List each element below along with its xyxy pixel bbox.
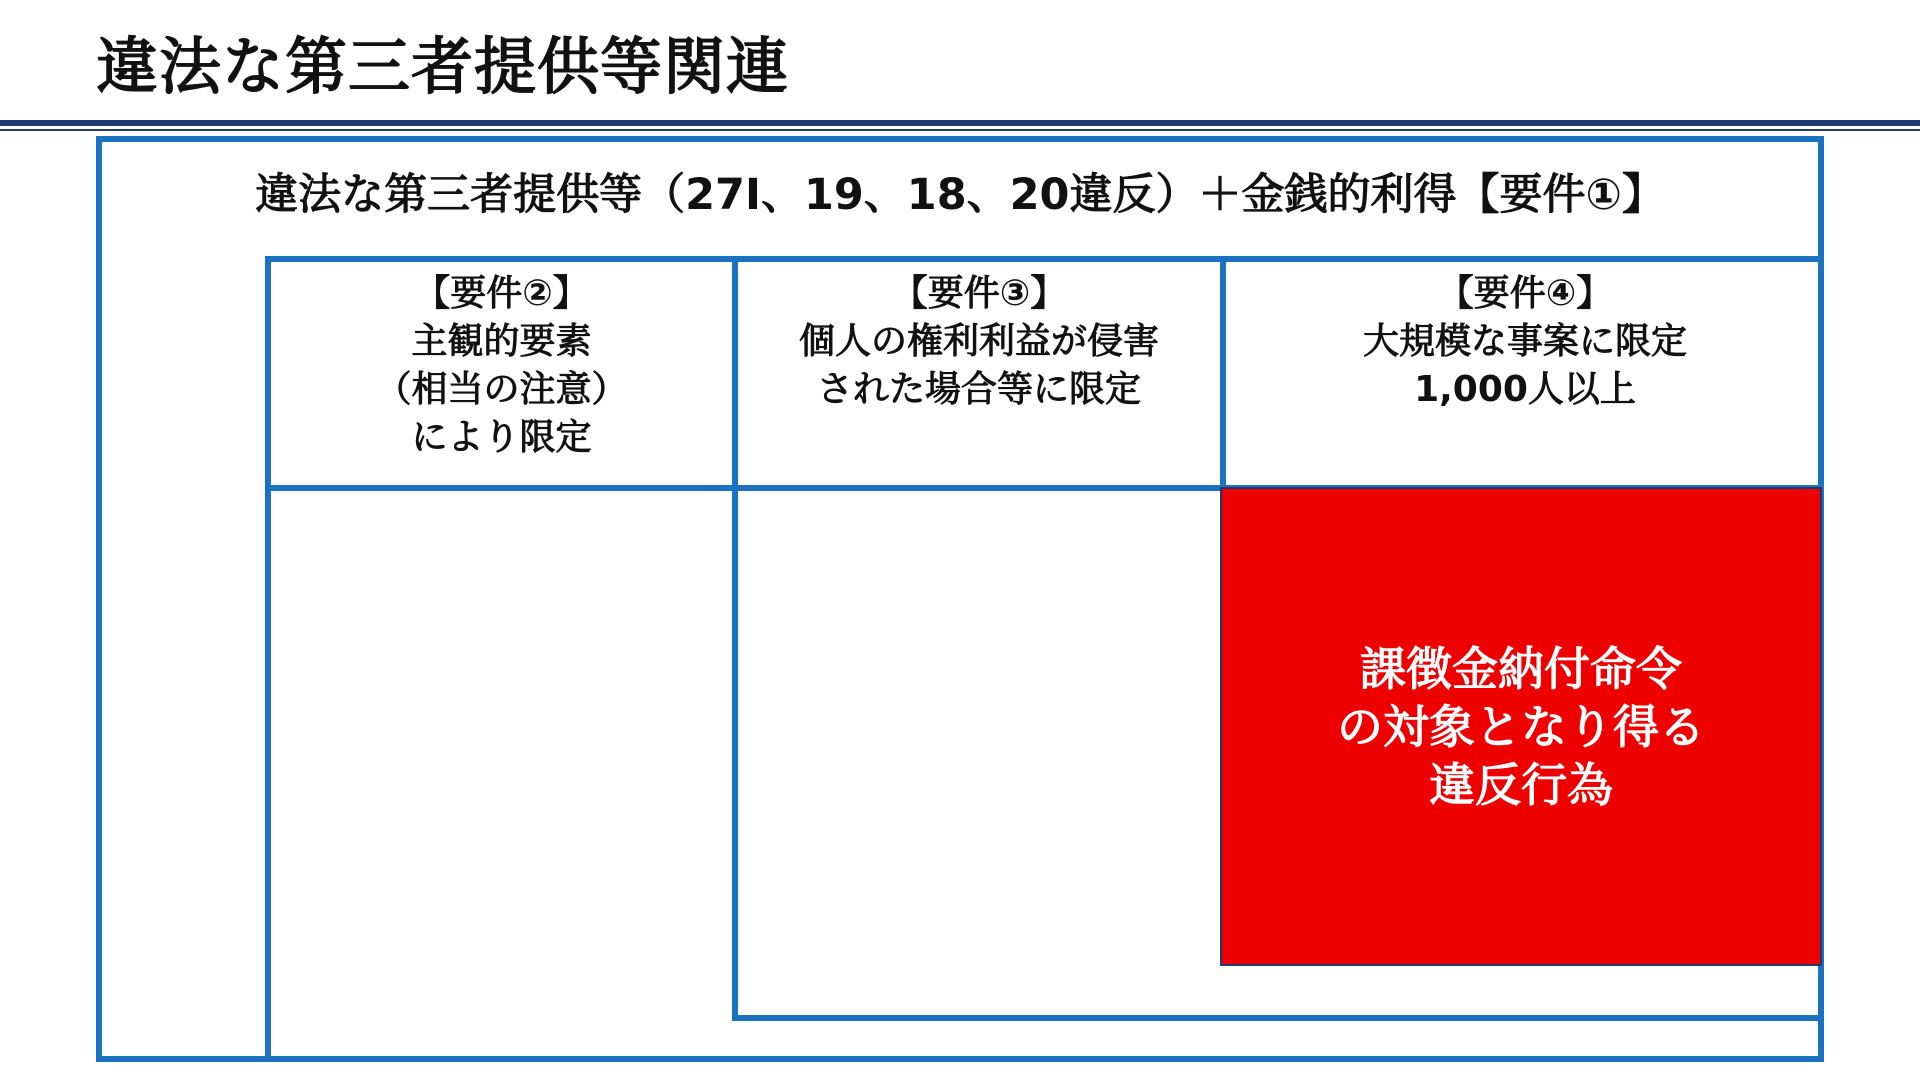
- title-divider-thin: [0, 129, 1920, 131]
- page-title: 違法な第三者提供等関連: [96, 30, 790, 103]
- surcharge-target-box: [1220, 487, 1822, 966]
- requirement-3-line: 個人の権利利益が侵害: [798, 321, 1159, 362]
- requirement-3-heading: 【要件③】: [891, 273, 1067, 314]
- surcharge-target-line: 課徴金納付命令: [1360, 641, 1682, 696]
- requirement-4-line: 1,000人以上: [1414, 369, 1636, 410]
- requirement-2-heading: 【要件②】: [414, 273, 589, 314]
- surcharge-target-line: 違反行為: [1429, 757, 1613, 812]
- requirement-4-heading: 【要件④】: [1437, 273, 1613, 314]
- requirement-1-label: 違法な第三者提供等（27Ⅰ、19、18、20違反）＋金銭的利得【要件①】: [255, 170, 1665, 220]
- requirement-2-label: [271, 270, 732, 462]
- requirement-2-line: 主観的要素: [411, 321, 592, 362]
- title-divider: [0, 120, 1920, 126]
- requirement-2-line: により限定: [411, 417, 592, 458]
- requirement-3-line: された場合等に限定: [816, 369, 1141, 410]
- surcharge-target-line: の対象となり得る: [1337, 699, 1705, 754]
- requirement-4-line: 大規模な事案に限定: [1362, 321, 1687, 362]
- requirement-4-label: [1226, 270, 1824, 414]
- requirement-2-line: （相当の注意）: [375, 369, 628, 410]
- requirement-3-label: [738, 270, 1220, 414]
